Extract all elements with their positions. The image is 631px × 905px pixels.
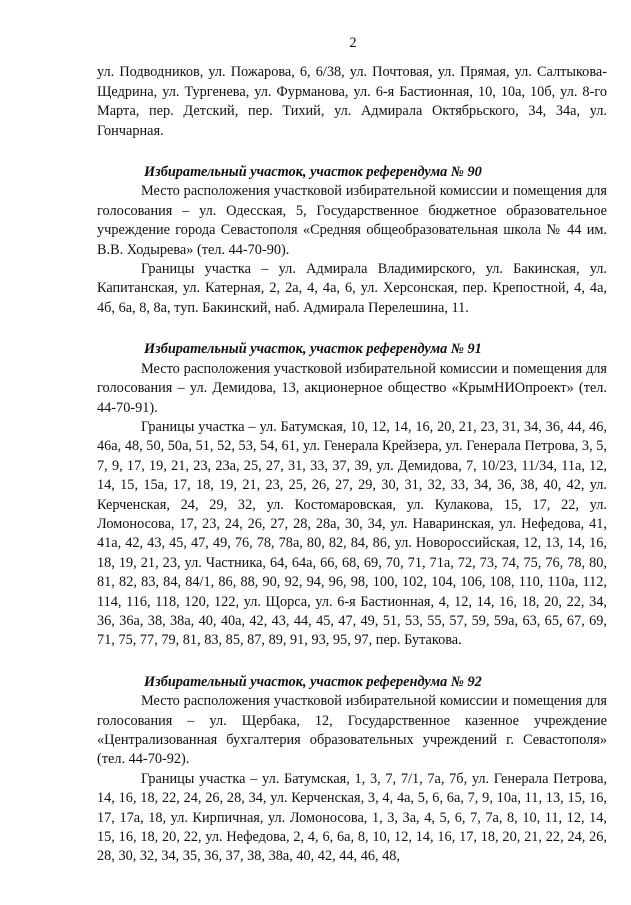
section-boundaries: Границы участка – ул. Адмирала Владимирского, ул. Бакинская, ул. Капитанская, ул. Катерная, 2, 2а, 4, 4а, 6, ул. Херсонская, пер. Крепостной, 4, 4а, 4б, 6а, 8, 8а, туп. Бакинский, наб. Адмирала Перелешина, 11. bbox=[97, 261, 607, 316]
document-page bbox=[97, 34, 607, 867]
section-heading: Избирательный участок, участок референдума № 91 bbox=[144, 341, 482, 358]
section-location: Место расположения участковой избирательной комиссии и помещения для голосования – ул. Демидова, 13, акционерное общество «КрымНИОпроект» (тел. 44-70-91). bbox=[97, 360, 607, 416]
section-boundaries: Границы участка – ул. Батумская, 10, 12, 14, 16, 20, 21, 23, 31, 34, 36, 44, 46, 46а, 48, 50, 50а, 51, 52, 53, 54, 61, ул. Генерала Крейзера, ул. Генерала Петрова, 3, 5, 7, 9, 17, 19, 21, 23, 23а, 25, 27, 31, 33, 37, 39, ул. Демидова, 7, 10/23, 11/34, 11а, 12, 14, 15, 15а, 17, 18, 19, 21, 23, 25, 26, 27, 29, 30, 31, 32, 33, 34, 36, 38, 40, 42, ул. Керченская, 24, 29, 32, ул. Костомаровская, ул. Кулакова, 15, 17, 22, ул. Ломоносова, 17, 23, 24, 26, 27, 28, 28а, 30, 34, ул. Наваринская, ул. Нефедова, 41, 41а, 42, 43, 45, 47, 49, 76, 78, 78а, 80, 82, 84, 86, ул. Новороссийская, 12, 13, 14, 16, 18, 19, 21, 23, ул. Частника, 64, 64а, 66, 68, 69, 70, 71, 71а, 72, 73, 74, 75, 76, 78, 80, 81, 82, 83, 84, 84/1, 86, 88, 90, 92, 94, 96, 98, 100, 102, 104, 106, 108, 110, 110а, 112, 114, 116, 118, 120, 122, ул. Щорса, ул. 6-я Бастионная, 4, 12, 14, 16, 18, 20, 22, 34, 36, 36а, 38, 38а, 40, 40а, 42, 43, 44, 45, 47, 49, 51, 53, 55, 57, 59, 59а, 63, 65, 67, 69, 71, 75, 77, 79, 81, 83, 85, 87, 89, 91, 93, 95, 97, пер. Бутакова. bbox=[97, 418, 607, 649]
section-heading: Избирательный участок, участок референдума № 90 bbox=[144, 164, 482, 181]
intro-paragraph: ул. Подводников, ул. Пожарова, 6, 6/38, ул. Почтовая, ул. Прямая, ул. Салтыкова-Щедрина, ул. Тургенева, ул. Фурманова, ул. 6-я Бастионная, 10, 10а, 10б, ул. 8-го Марта, пер. Детский, пер. Тихий, ул. Адмирала Октябрьского, 34, 34а, ул. Гончарная. bbox=[97, 64, 607, 139]
section-precinct-91 bbox=[97, 340, 607, 651]
section-location: Место расположения участковой избирательной комиссии и помещения для голосования – ул. Одесская, 5, Государственное бюджетное образовательное учреждение города Севастополя «Средняя общеобразовательная школа № 44 им. В.В. Ходырева» (тел. 44-70-90). bbox=[97, 183, 607, 258]
section-precinct-90 bbox=[97, 163, 607, 318]
spacer bbox=[97, 141, 607, 163]
spacer bbox=[97, 318, 607, 340]
section-precinct-92 bbox=[97, 673, 607, 867]
spacer bbox=[97, 651, 607, 673]
section-heading: Избирательный участок, участок референдума № 92 bbox=[144, 673, 482, 690]
section-boundaries: Границы участка – ул. Батумская, 1, 3, 7, 7/1, 7а, 7б, ул. Генерала Петрова, 14, 16, 18, 22, 24, 26, 28, 34, ул. Керченская, 3, 4, 4а, 5, 6, 6а, 7, 9, 10а, 11, 13, 15, 16, 17, 17а, 18, ул. Кирпичная, ул. Ломоносова, 1, 3, 3а, 4, 5, 6, 7, 7а, 8, 10, 11, 12, 14, 15, 16, 18, 20, 22, ул. Нефедова, 2, 4, 6, 6а, 8, 10, 12, 14, 16, 17, 18, 20, 21, 22, 24, 26, 28, 30, 32, 34, 35, 36, 37, 38, 38а, 40, 42, 44, 46, 48, bbox=[97, 770, 607, 865]
page-number: 2 bbox=[349, 35, 357, 51]
section-location: Место расположения участковой избирательной комиссии и помещения для голосования – ул. Щербака, 12, Государственное казенное учреждение «Централизованная бухгалтерия образовательных учреждений г. Севастополя» (тел. 44-70-92). bbox=[97, 693, 607, 768]
